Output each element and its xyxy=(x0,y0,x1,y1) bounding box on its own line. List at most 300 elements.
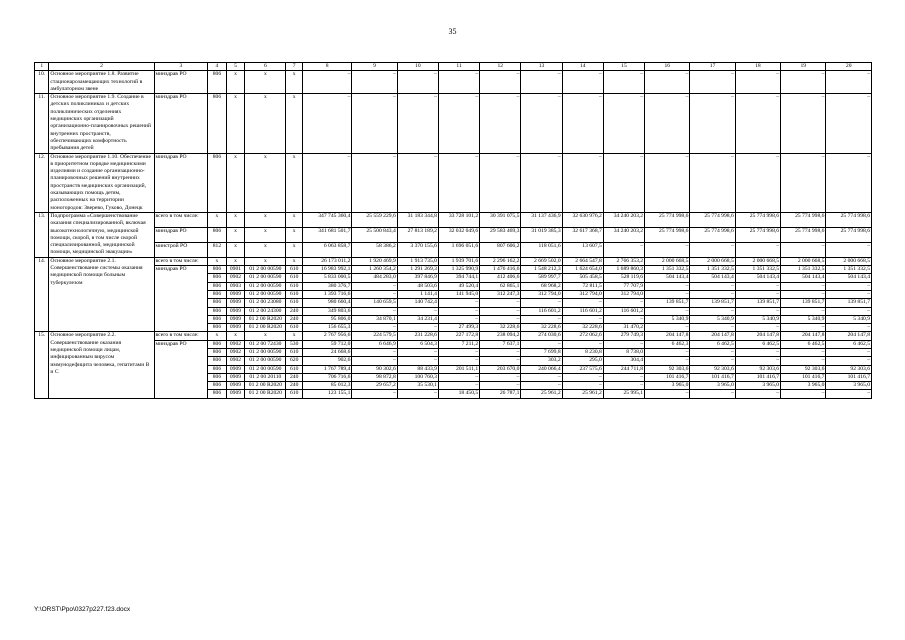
table-cell: 1 351 332,5 xyxy=(645,266,690,274)
table-cell: – xyxy=(781,348,826,356)
table-cell: 1 291 269,3 xyxy=(397,266,438,274)
table-cell: – xyxy=(480,307,521,315)
table-cell: – xyxy=(735,94,780,153)
table-cell: 116 601,2 xyxy=(603,307,644,315)
table-cell: – xyxy=(397,94,438,153)
table-cell: 380 376,7 xyxy=(302,282,351,290)
table-cell: 116 601,2 xyxy=(562,307,603,315)
table-cell: 13. xyxy=(35,212,49,257)
table-cell: – xyxy=(438,153,479,212)
table-cell: 504 143,4 xyxy=(690,274,735,282)
table-cell: 806 xyxy=(208,315,227,323)
table-cell: 25 774 998,6 xyxy=(781,212,826,227)
table-cell: – xyxy=(603,71,644,94)
table-cell: – xyxy=(438,348,479,356)
table-cell: 1 939 701,6 xyxy=(438,257,479,265)
table-cell: 224 579,5 xyxy=(352,332,397,340)
table-cell: 1 696 051,6 xyxy=(438,242,479,257)
table-cell: x xyxy=(286,227,302,242)
table-cell: – xyxy=(352,357,397,365)
table-cell: 3 965,0 xyxy=(826,382,872,390)
table-cell: – xyxy=(735,390,780,398)
table-cell: – xyxy=(690,357,735,365)
table-cell: – xyxy=(645,242,690,257)
table-cell: 1 351 332,5 xyxy=(781,266,826,274)
table-cell: 92 303,6 xyxy=(826,365,872,373)
table-cell: – xyxy=(690,324,735,332)
table-cell: 1 476 416,6 xyxy=(480,266,521,274)
table-cell: 484 283,0 xyxy=(352,274,397,282)
table-cell: 505 458,5 xyxy=(562,274,603,282)
table-cell: 31 470,2 xyxy=(603,324,644,332)
table-cell: 25 774 998,6 xyxy=(690,227,735,242)
table-cell: 5 340,9 xyxy=(645,315,690,323)
table-cell: 6 462,5 xyxy=(826,340,872,348)
table-cell: 30 391 075,5 xyxy=(480,212,521,227)
table-row xyxy=(35,266,872,274)
table-cell: – xyxy=(521,153,562,212)
table-cell: 01 2 00 00590 xyxy=(245,290,286,298)
table-cell: – xyxy=(735,282,780,290)
column-number-header: 4 xyxy=(208,63,227,71)
table-cell: 272 062,6 xyxy=(562,332,603,340)
column-number-header: 10 xyxy=(397,63,438,71)
table-cell: 25 774 998,6 xyxy=(826,212,872,227)
table-cell: – xyxy=(826,324,872,332)
table-cell: 0909 xyxy=(226,390,245,398)
table-cell: 5 340,9 xyxy=(781,315,826,323)
table-cell: 48 503,6 xyxy=(397,282,438,290)
table-cell: 806 xyxy=(208,153,227,212)
table-cell: 34 870,1 xyxy=(352,315,397,323)
table-cell: – xyxy=(781,153,826,212)
table-cell: 6 646,9 xyxy=(352,340,397,348)
table-cell: 25 774 998,6 xyxy=(645,227,690,242)
table-cell: 204 147,8 xyxy=(690,332,735,340)
table-cell: – xyxy=(480,153,521,212)
table-cell: 806 xyxy=(208,390,227,398)
table-cell: – xyxy=(603,373,644,381)
table-cell: 0909 xyxy=(226,307,245,315)
table-cell: – xyxy=(690,94,735,153)
table-cell: 01 2 00 R2020 xyxy=(245,390,286,398)
table-cell: 610 xyxy=(286,274,302,282)
table-cell: – xyxy=(645,357,690,365)
column-number-header: 17 xyxy=(690,63,735,71)
table-cell: x xyxy=(286,94,302,153)
table-cell: – xyxy=(480,373,521,381)
table-row xyxy=(35,153,872,212)
table-cell: 204 147,8 xyxy=(735,332,780,340)
table-cell: 123 155,1 xyxy=(302,390,351,398)
column-number-header: 16 xyxy=(645,63,690,71)
table-cell: 59 712,0 xyxy=(302,340,351,348)
table-cell: 610 xyxy=(286,348,302,356)
table-cell: 31 137 436,9 xyxy=(521,212,562,227)
table-cell: 34 231,4 xyxy=(397,315,438,323)
table-cell: – xyxy=(480,315,521,323)
table-cell: – xyxy=(438,307,479,315)
table-cell: – xyxy=(735,324,780,332)
table-cell: 504 143,4 xyxy=(826,274,872,282)
table-cell: 806 xyxy=(208,227,227,242)
table-cell: 139 851,7 xyxy=(645,299,690,307)
table-cell: 6 462,5 xyxy=(781,340,826,348)
table-cell: 7 699,8 xyxy=(521,348,562,356)
table-cell: – xyxy=(397,71,438,94)
table-cell: – xyxy=(352,324,397,332)
table-cell: 77 707,9 xyxy=(603,282,644,290)
table-cell: x xyxy=(286,71,302,94)
table-cell: 25 774 998,6 xyxy=(645,212,690,227)
column-number-header: 12 xyxy=(480,63,521,71)
table-cell: 33 728 101,2 xyxy=(438,212,479,227)
table-cell: 0901 xyxy=(226,266,245,274)
column-number-header: 3 xyxy=(154,63,208,71)
table-cell: – xyxy=(781,242,826,257)
table-cell: x xyxy=(245,332,286,340)
table-cell: – xyxy=(645,307,690,315)
table-cell: – xyxy=(690,348,735,356)
table-cell: 240 xyxy=(286,382,302,390)
table-cell: – xyxy=(562,382,603,390)
table-cell: 01 2 00 00590 xyxy=(245,266,286,274)
table-cell: – xyxy=(397,348,438,356)
table-cell: 25 774 998,6 xyxy=(735,212,780,227)
table-cell: всего в том числе: xyxy=(154,212,208,227)
table-cell: – xyxy=(826,153,872,212)
table-cell: 01 2 00 R2020 xyxy=(245,315,286,323)
table-cell: 980 660,4 xyxy=(302,299,351,307)
table-cell: 902,6 xyxy=(302,357,351,365)
table-cell: минздрав РО xyxy=(154,71,208,94)
table-cell: 3 965,0 xyxy=(781,382,826,390)
table-cell: 32 228,6 xyxy=(562,324,603,332)
table-cell: – xyxy=(645,390,690,398)
table-cell: всего в том числе: xyxy=(154,257,208,265)
table-cell: 1 913 735,0 xyxy=(397,257,438,265)
table-cell: x xyxy=(245,227,286,242)
table-cell: 25 559 229,6 xyxy=(352,212,397,227)
table-cell: 101 416,7 xyxy=(735,373,780,381)
table-cell: 610 xyxy=(286,266,302,274)
table-row xyxy=(35,94,872,153)
table-cell: – xyxy=(438,71,479,94)
table-cell: – xyxy=(735,307,780,315)
table-cell: 0902 xyxy=(226,340,245,348)
column-number-header: 11 xyxy=(438,63,479,71)
table-cell: – xyxy=(645,348,690,356)
table-cell: 32 617 368,7 xyxy=(562,227,603,242)
table-cell: – xyxy=(397,153,438,212)
table-cell: 29 583 469,3 xyxy=(480,227,521,242)
table-cell: минздрав РО xyxy=(154,153,208,212)
table-cell: – xyxy=(562,299,603,307)
table-cell: – xyxy=(562,71,603,94)
table-cell: – xyxy=(781,94,826,153)
table-cell: x xyxy=(286,257,302,265)
table-cell: 303,2 xyxy=(521,357,562,365)
table-cell: – xyxy=(645,71,690,94)
table-cell: Основное мероприятие 1.9. Создание в детских поликлиниках и детских поликлинических отделениях медицинских организаций организационно-планировочных решений внутренних пространств, обеспечивающих комфортность пребывания детей xyxy=(49,94,154,153)
table-cell: – xyxy=(603,242,644,257)
table-cell: 1 351 332,5 xyxy=(826,266,872,274)
table-row xyxy=(35,212,872,227)
table-cell: – xyxy=(735,348,780,356)
column-number-header: 18 xyxy=(735,63,780,71)
table-cell: – xyxy=(438,94,479,153)
table-cell: 806 xyxy=(208,282,227,290)
table-cell: – xyxy=(438,299,479,307)
table-cell: 7 637,1 xyxy=(480,340,521,348)
table-cell: 312 794,0 xyxy=(603,290,644,298)
table-cell: 274 030,6 xyxy=(521,332,562,340)
table-cell: – xyxy=(438,357,479,365)
table-cell: – xyxy=(480,94,521,153)
table-cell: x xyxy=(226,257,245,265)
table-cell: 32 228,6 xyxy=(521,324,562,332)
table-cell: x xyxy=(245,71,286,94)
table-cell: 2 000 668,5 xyxy=(826,257,872,265)
table-cell: x xyxy=(226,332,245,340)
table-cell: – xyxy=(690,71,735,94)
table-cell: 139 851,7 xyxy=(826,299,872,307)
table-cell: 204 147,8 xyxy=(826,332,872,340)
table-cell: 34 240 203,2 xyxy=(603,227,644,242)
table-cell: 3 965,0 xyxy=(645,382,690,390)
table-cell: – xyxy=(438,373,479,381)
table-cell: 237 575,6 xyxy=(562,365,603,373)
table-cell: x xyxy=(245,242,286,257)
table-cell: 3 965,0 xyxy=(735,382,780,390)
column-number-header: 5 xyxy=(226,63,245,71)
table-cell: 240 xyxy=(286,373,302,381)
table-cell: x xyxy=(286,242,302,257)
table-cell: Основное мероприятие 2.2. Совершенствование оказания медицинской помощи лицам, инфицированным вирусом иммунодефицита человека, гепатитами B и C xyxy=(49,332,154,398)
table-cell: – xyxy=(735,71,780,94)
table-cell: – xyxy=(352,94,397,153)
table-cell: – xyxy=(562,153,603,212)
table-cell: – xyxy=(690,390,735,398)
table-cell: – xyxy=(735,290,780,298)
table-cell: – xyxy=(562,340,603,348)
table-cell: 2 766 353,2 xyxy=(603,257,644,265)
table-cell: 118 051,6 xyxy=(521,242,562,257)
table-cell: 0909 xyxy=(226,373,245,381)
table-cell: 01 2 00 72430 xyxy=(245,340,286,348)
table-cell: 1 260 354,2 xyxy=(352,266,397,274)
table-cell: 25 961,2 xyxy=(562,390,603,398)
table-cell: 15. xyxy=(35,332,49,398)
file-path-footer: Y:\ORST\Ppo\0327p227.f23.docx xyxy=(34,606,131,613)
table-cell: 204 147,8 xyxy=(645,332,690,340)
table-cell: 0909 xyxy=(226,324,245,332)
table-cell: 504 143,4 xyxy=(735,274,780,282)
table-cell: минздрав РО xyxy=(154,227,208,242)
table-cell: 397 846,9 xyxy=(397,274,438,282)
table-cell: 101 416,7 xyxy=(781,373,826,381)
table-cell: 14. xyxy=(35,257,49,332)
table-cell: 2 000 668,5 xyxy=(645,257,690,265)
table-cell: – xyxy=(781,307,826,315)
table-cell: 01 2 00 00590 xyxy=(245,348,286,356)
page-number: 35 xyxy=(448,27,457,36)
table-cell: 0909 xyxy=(226,315,245,323)
table-cell: 706 716,6 xyxy=(302,373,351,381)
table-cell: – xyxy=(397,390,438,398)
table-cell: 610 xyxy=(286,299,302,307)
table-cell: – xyxy=(302,94,351,153)
table-cell: 5 833 000,5 xyxy=(302,274,351,282)
table-cell: x xyxy=(286,153,302,212)
table-cell: – xyxy=(826,357,872,365)
table-cell: – xyxy=(645,290,690,298)
column-number-header: 15 xyxy=(603,63,644,71)
table-cell: 101 416,7 xyxy=(826,373,872,381)
table-cell: 3 370 155,6 xyxy=(397,242,438,257)
table-cell: 412 406,6 xyxy=(480,274,521,282)
table-cell: – xyxy=(352,71,397,94)
table-cell: 1 393 716,6 xyxy=(302,290,351,298)
table-cell: 240 xyxy=(286,315,302,323)
table-cell: всего в том числе: xyxy=(154,332,208,340)
table-cell: 5 340,9 xyxy=(735,315,780,323)
table-cell: – xyxy=(645,94,690,153)
table-cell: 92 303,6 xyxy=(645,365,690,373)
table-cell: 240 xyxy=(286,307,302,315)
table-cell: 349 803,6 xyxy=(302,307,351,315)
table-cell: 85 012,3 xyxy=(302,382,351,390)
table-cell: 01 2 00 00590 xyxy=(245,365,286,373)
table-cell: 10. xyxy=(35,71,49,94)
table-cell: – xyxy=(781,290,826,298)
table-cell: x xyxy=(226,94,245,153)
table-cell: 5 340,9 xyxy=(826,315,872,323)
table-cell: – xyxy=(826,282,872,290)
table-cell: 58 386,2 xyxy=(352,242,397,257)
table-cell: 2 664 547,8 xyxy=(562,257,603,265)
table-cell: – xyxy=(781,282,826,290)
column-number-header: 20 xyxy=(826,63,872,71)
table-cell: 2 669 502,0 xyxy=(521,257,562,265)
table-cell: – xyxy=(521,382,562,390)
table-cell: 1 624 654,0 xyxy=(562,266,603,274)
table-cell: – xyxy=(352,290,397,298)
table-row xyxy=(35,257,872,265)
table-cell: 6 462,5 xyxy=(690,340,735,348)
table-cell: x xyxy=(208,332,227,340)
table-cell: – xyxy=(562,315,603,323)
table-cell: – xyxy=(781,71,826,94)
table-cell: 812 xyxy=(208,242,227,257)
table-cell: – xyxy=(826,94,872,153)
table-cell: – xyxy=(603,340,644,348)
table-row xyxy=(35,71,872,94)
table-cell: 504 143,4 xyxy=(645,274,690,282)
table-cell: минздрав РО xyxy=(154,266,208,332)
table-cell: – xyxy=(438,315,479,323)
table-cell: – xyxy=(397,307,438,315)
table-cell: 139 851,7 xyxy=(781,299,826,307)
table-cell: 0909 xyxy=(226,299,245,307)
table-cell: – xyxy=(521,71,562,94)
table-cell: 26 787,1 xyxy=(480,390,521,398)
table-row xyxy=(35,332,872,340)
table-cell: x xyxy=(245,153,286,212)
table-cell: 347 745 360,4 xyxy=(302,212,351,227)
table-cell: 25 995,1 xyxy=(603,390,644,398)
table-cell: x xyxy=(286,212,302,227)
table-cell: 0902 xyxy=(226,348,245,356)
table-cell: 589 997,7 xyxy=(521,274,562,282)
table-cell: 227 172,8 xyxy=(438,332,479,340)
table-cell: – xyxy=(603,94,644,153)
table-cell: – xyxy=(302,153,351,212)
table-cell: – xyxy=(690,153,735,212)
table-cell: 13 607,5 xyxy=(562,242,603,257)
table-cell: – xyxy=(480,71,521,94)
table-cell: 34 240 203,2 xyxy=(603,212,644,227)
table-cell: Основное мероприятие 1.8. Развитие стационарозамещающих технологий в амбулаторном звене xyxy=(49,71,154,94)
table-cell: 92 303,6 xyxy=(690,365,735,373)
table-cell: 31 019 385,3 xyxy=(521,227,562,242)
table-cell: 279 749,3 xyxy=(603,332,644,340)
table-cell: – xyxy=(352,390,397,398)
table-cell: 25 774 998,6 xyxy=(690,212,735,227)
table-cell: x xyxy=(226,212,245,227)
table-cell: – xyxy=(735,242,780,257)
table-cell: 1 351 332,5 xyxy=(735,266,780,274)
column-number-header: 7 xyxy=(286,63,302,71)
table-row xyxy=(35,242,872,257)
table-cell: 140 659,5 xyxy=(352,299,397,307)
column-number-header: 9 xyxy=(352,63,397,71)
table-cell: 18 450,5 xyxy=(438,390,479,398)
table-cell: 610 xyxy=(286,324,302,332)
table-cell: – xyxy=(690,307,735,315)
table-cell: x xyxy=(286,332,302,340)
table-cell: 1 548 212,3 xyxy=(521,266,562,274)
table-cell: 806 xyxy=(208,274,227,282)
table-cell: – xyxy=(480,348,521,356)
table-cell: – xyxy=(352,282,397,290)
table-cell: 806 xyxy=(208,382,227,390)
table-cell: 98 872,8 xyxy=(352,373,397,381)
table-cell: 62 865,1 xyxy=(480,282,521,290)
table-cell: 140 742,4 xyxy=(397,299,438,307)
table-cell: минздрав РО xyxy=(154,94,208,153)
table-cell: – xyxy=(645,282,690,290)
table-cell: x xyxy=(245,257,286,265)
table-cell: 32 032 049,6 xyxy=(438,227,479,242)
table-cell: 101 416,7 xyxy=(645,373,690,381)
table-cell: 806 xyxy=(208,71,227,94)
table-cell: 90 302,6 xyxy=(352,365,397,373)
table-cell: 806 xyxy=(208,324,227,332)
table-cell: – xyxy=(826,71,872,94)
table-cell: 244 711,8 xyxy=(603,365,644,373)
table-cell: 01 2 00 00590 xyxy=(245,282,286,290)
table-cell: 504 143,4 xyxy=(781,274,826,282)
column-number-header: 8 xyxy=(302,63,351,71)
table-cell: – xyxy=(826,390,872,398)
table-cell: 25 774 998,6 xyxy=(826,227,872,242)
table-cell: 806 xyxy=(208,290,227,298)
table-cell: 0909 xyxy=(226,290,245,298)
table-cell: 806 xyxy=(208,357,227,365)
table-cell: 807 606,2 xyxy=(480,242,521,257)
table-cell: 139 851,7 xyxy=(735,299,780,307)
